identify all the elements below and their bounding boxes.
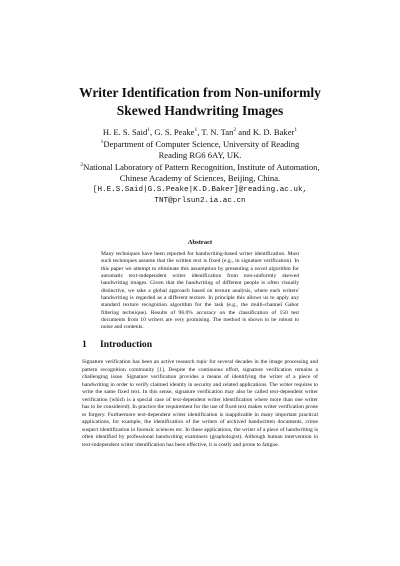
author-2: G. S. Peake xyxy=(154,127,195,137)
author-3: T. N. Tan xyxy=(201,127,234,137)
email-line-2: TNT@prlsun2.ia.ac.cn xyxy=(154,197,246,205)
author-4-affiliation-mark: 1 xyxy=(294,127,298,134)
author-names xyxy=(60,127,340,139)
paper-title xyxy=(40,84,360,120)
introduction-paragraph: Signature verification has been an active research topic for several decades in the image processing and pattern recognition community [1]. Despite the continuous effort, signature verification remains a challenging issue. Signature verification provides a means of identifying the writer of a piece of handwriting in order to verify claimed identity in security and related applications. The writer requires to write the same fixed text. In this sense, signature verification may also be called text-dependent writer verification (which is a special case of text-dependent writer identification where more than one writer has to be considered). In practice the requirement for the use of fixed text makes writer verification prone to forgery. Furthermore text-dependent writer identification is inapplicable in many important practical applications, for example, the identification of the writers of archived handwritten documents, crime suspect identification in forensic sciences etc. In these applications, the writer of a piece of handwriting is often identified by professional handwriting examiners (graphologist). Although human intervention in text-independent writer identification has been effective, it is costly and prone to fatigue. xyxy=(82,359,318,449)
section-heading-introduction xyxy=(82,339,152,351)
affiliation-2-line-2: Chinese Academy of Sciences, Beijing, China. xyxy=(119,173,281,183)
author-separator: , xyxy=(197,127,202,137)
affiliation-1-line-2: Reading RG6 6AY, UK. xyxy=(158,150,242,160)
author-3-affiliation-mark: 2 xyxy=(233,127,237,134)
affiliation-1-name: Department of Computer Science, University of Reading xyxy=(103,138,300,149)
affiliation-2-name: National Laboratory of Pattern Recognition, Institute of Automation, xyxy=(83,161,320,172)
author-1-affiliation-mark: 1 xyxy=(147,127,151,134)
affiliation-2-mark: 2 xyxy=(80,161,84,168)
section-title: Introduction xyxy=(100,339,153,350)
author-separator: , xyxy=(150,127,155,137)
abstract-heading: Abstract xyxy=(187,239,213,246)
author-4: K. D. Baker xyxy=(252,127,295,137)
title-line-2: Skewed Handwriting Images xyxy=(116,103,284,118)
section-number: 1 xyxy=(82,339,87,350)
email-line-1: [H.E.S.Said|G.S.Peake|K.D.Baker]@reading.ac.uk, xyxy=(92,185,308,194)
author-2-affiliation-mark: 1 xyxy=(194,127,198,134)
title-line-1: Writer Identification from Non-uniformly xyxy=(79,85,321,100)
affiliation-1-mark: 1 xyxy=(100,138,104,145)
author-separator: and xyxy=(236,127,253,137)
affiliation-2-line-1 xyxy=(60,162,340,174)
abstract-paragraph: Many techniques have been reported for handwriting-based writer identification. Most such techniques assume that the written text is fixed (e.g., in signature verification). In this paper we attempt to eliminate this assumption by presenting a novel algorithm for automatic text-independent writer identification from non-uniformly skewed handwriting images. Given that the handwriting of different people is often visually distinctive, we take a global approach based on texture analysis, where each writers' handwriting is regarded as a different texture. In principle this allows us to apply any standard texture recognition algorithm for the task (e.g., the multi-channel Gabor filtering technique). Results of 96.0% accuracy on the classification of 150 test documents from 10 writers are very promising. The method is shown to be robust to noise and contents. xyxy=(101,251,299,331)
author-block xyxy=(60,127,340,208)
author-1: H. E. S. Said xyxy=(102,127,148,137)
affiliation-1-line-1 xyxy=(60,139,340,151)
